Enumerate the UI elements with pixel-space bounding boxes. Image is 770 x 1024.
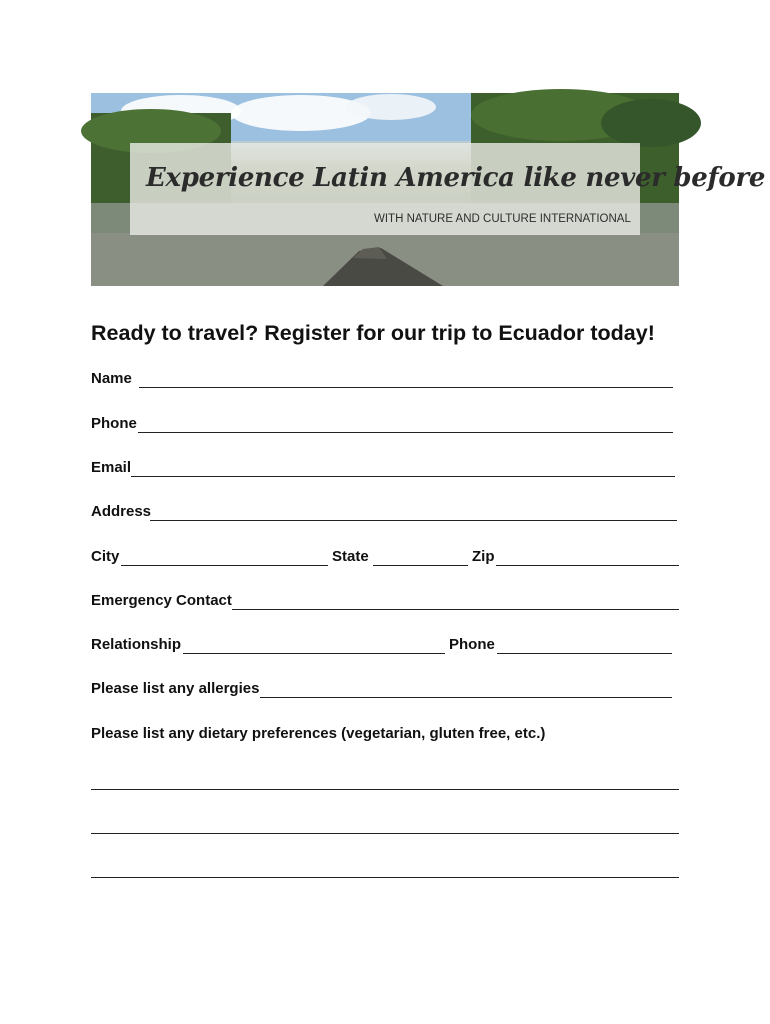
state-label: State: [332, 548, 369, 565]
address-row: [91, 503, 679, 525]
banner-subline: WITH NATURE AND CULTURE INTERNATIONAL: [374, 213, 631, 225]
banner-text-overlay: [130, 143, 766, 235]
phone-field[interactable]: [138, 432, 673, 433]
phone-label: Phone: [91, 415, 137, 432]
allergies-field[interactable]: [260, 697, 672, 698]
dietary-line-3[interactable]: [91, 877, 679, 878]
dietary-line-1-row: [91, 772, 679, 794]
dietary-line-3-row: [91, 860, 679, 882]
header-banner-image: [91, 93, 766, 286]
name-label: Name: [91, 370, 132, 387]
relationship-field[interactable]: [183, 653, 445, 654]
email-row: [91, 459, 679, 481]
name-row: [91, 370, 679, 392]
dietary-preferences-label: Please list any dietary preferences (vegetarian, gluten free, etc.): [91, 725, 546, 742]
state-field[interactable]: [373, 565, 468, 566]
city-field[interactable]: [121, 565, 328, 566]
form-title: Ready to travel? Register for our trip to Ecuador today!: [91, 321, 655, 345]
email-field[interactable]: [131, 476, 675, 477]
relationship-row: [91, 636, 679, 658]
name-field[interactable]: [139, 387, 673, 388]
address-label: Address: [91, 503, 152, 520]
dietary-line-2[interactable]: [91, 833, 679, 834]
phone-row: [91, 415, 679, 437]
emergency-contact-label: Emergency Contact: [91, 592, 232, 609]
emergency-phone-label: Phone: [449, 636, 495, 653]
city-state-zip-row: [91, 548, 679, 570]
email-label: Email: [91, 459, 132, 476]
address-field[interactable]: [150, 520, 677, 521]
dietary-line-2-row: [91, 816, 679, 838]
city-label: City: [91, 548, 120, 565]
relationship-label: Relationship: [91, 636, 182, 653]
zip-field[interactable]: [496, 565, 679, 566]
dietary-line-1[interactable]: [91, 789, 679, 790]
allergies-row: [91, 680, 679, 702]
zip-label: Zip: [472, 548, 495, 565]
allergies-label: Please list any allergies: [91, 680, 260, 697]
banner-headline: Experience Latin America like never before: [146, 163, 766, 193]
emergency-phone-field[interactable]: [497, 653, 672, 654]
emergency-contact-field[interactable]: [232, 609, 679, 610]
emergency-contact-row: [91, 592, 679, 614]
